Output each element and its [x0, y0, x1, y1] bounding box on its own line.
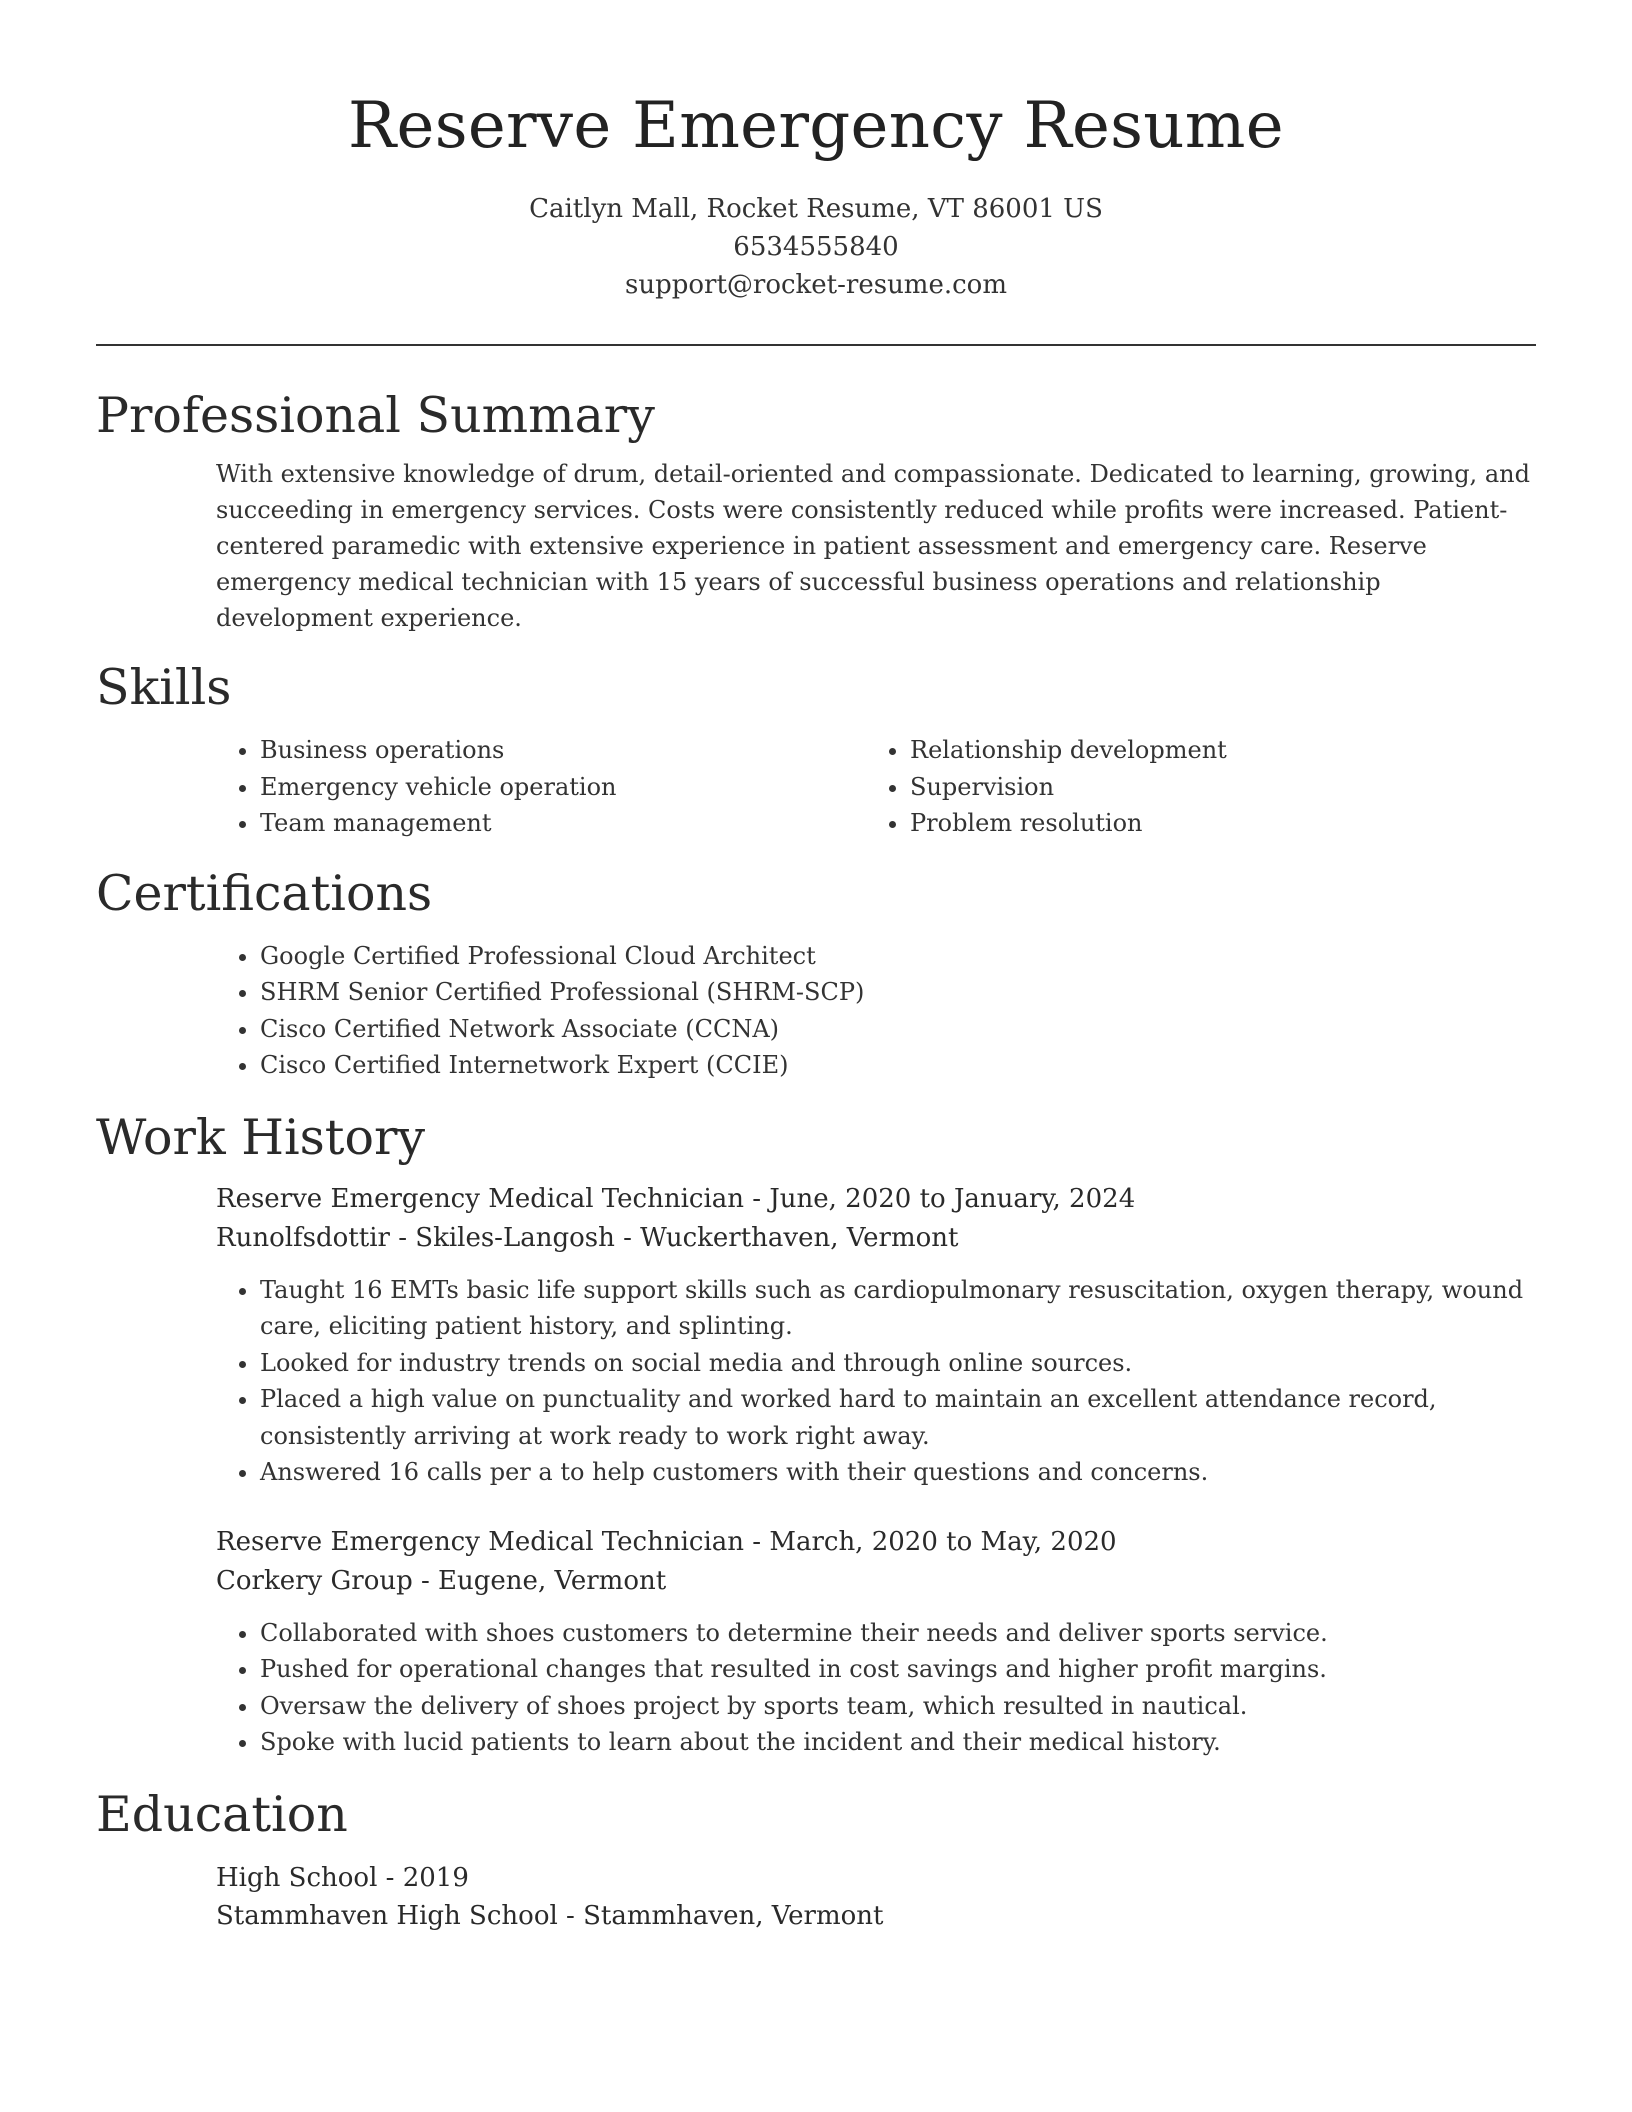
- certifications-list: [216, 938, 1536, 1084]
- skills-grid: [216, 732, 1536, 842]
- job-bullets: [216, 1615, 1536, 1761]
- job-entry: [216, 1523, 1536, 1761]
- contact-phone: 6534555840: [733, 232, 899, 262]
- list-item: • Problem resolution: [910, 805, 1516, 842]
- list-item: • Pushed for operational changes that resulted in cost savings and higher profit margins.: [260, 1651, 1536, 1688]
- resume-header: [96, 0, 1536, 304]
- header-divider: [96, 344, 1536, 346]
- list-item: • Spoke with lucid patients to learn about the incident and their medical history.: [260, 1724, 1536, 1761]
- summary-section: [96, 384, 1536, 636]
- skills-list-left: [216, 732, 866, 842]
- certifications-title: Certifications: [96, 864, 433, 922]
- skills-title: Skills: [96, 659, 232, 716]
- list-item: • Cisco Certified Internetwork Expert (CCIE): [260, 1047, 1536, 1084]
- education-degree-line: High School - 2019: [216, 1862, 469, 1893]
- list-item: • Supervision: [910, 769, 1516, 806]
- skills-list-right: [866, 732, 1516, 842]
- list-item: • SHRM Senior Certified Professional (SHRM-SCP): [260, 974, 1536, 1011]
- contact-address: Caitlyn Mall, Rocket Resume, VT 86001 US: [529, 194, 1103, 224]
- list-item: • Team management: [260, 805, 866, 842]
- work-section: [96, 1106, 1536, 1761]
- list-item: • Answered 16 calls per a to help customers with their questions and concerns.: [260, 1454, 1536, 1491]
- list-item: • Oversaw the delivery of shoes project by sports team, which resulted in nautical.: [260, 1688, 1536, 1725]
- education-school-line: Stammhaven High School - Stammhaven, Vermont: [216, 1900, 884, 1931]
- work-title: Work History: [96, 1108, 426, 1166]
- list-item: • Relationship development: [910, 732, 1516, 769]
- contact-block: [96, 190, 1536, 304]
- job-title-line: Reserve Emergency Medical Technician - March, 2020 to May, 2020: [216, 1526, 1117, 1557]
- summary-text: With extensive knowledge of drum, detail-oriented and compassionate. Dedicated to learning, growing, and succeeding in emergency services. Costs were consistently reduced while profits were increased. Patient-centered paramedic with extensive experience in patient assessment and emergency care. Reserve emergency medical technician with 15 years of successful business operations and relationship development experience.: [216, 460, 1530, 632]
- list-item: • Business operations: [260, 732, 866, 769]
- education-title: Education: [96, 1785, 348, 1843]
- education-section: [96, 1783, 1536, 1935]
- contact-email: support@rocket-resume.com: [624, 270, 1007, 300]
- summary-title: Professional Summary: [96, 387, 655, 444]
- certifications-body: [216, 938, 1536, 1084]
- list-item: • Taught 16 EMTs basic life support skills such as cardiopulmonary resuscitation, oxygen therapy, wound care, eliciting patient history, and splinting.: [260, 1272, 1536, 1345]
- certifications-section: [96, 862, 1536, 1084]
- list-item: • Looked for industry trends on social media and through online sources.: [260, 1345, 1536, 1382]
- list-item: • Collaborated with shoes customers to determine their needs and deliver sports service.: [260, 1615, 1536, 1652]
- skills-section: [96, 656, 1536, 842]
- summary-body: [216, 456, 1536, 636]
- job-entry: [216, 1180, 1536, 1491]
- resume-name: Reserve Emergency Resume: [348, 89, 1284, 163]
- job-bullets: [216, 1272, 1536, 1491]
- skills-column-left: [216, 732, 866, 842]
- list-item: • Emergency vehicle operation: [260, 769, 866, 806]
- skills-column-right: [866, 732, 1516, 842]
- job-title-line: Reserve Emergency Medical Technician - June, 2020 to January, 2024: [216, 1183, 1136, 1214]
- education-entry: [216, 1859, 1536, 1935]
- job-company-line: Runolfsdottir - Skiles-Langosh - Wuckerthaven, Vermont: [216, 1222, 959, 1253]
- job-company-line: Corkery Group - Eugene, Vermont: [216, 1565, 667, 1596]
- list-item: • Google Certified Professional Cloud Architect: [260, 938, 1536, 975]
- list-item: • Cisco Certified Network Associate (CCNA): [260, 1011, 1536, 1048]
- list-item: • Placed a high value on punctuality and worked hard to maintain an excellent attendance record, consistently arriving at work ready to work right away.: [260, 1381, 1536, 1454]
